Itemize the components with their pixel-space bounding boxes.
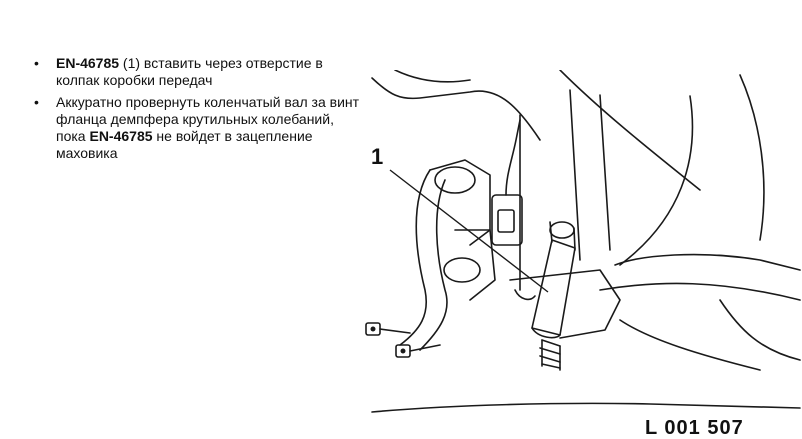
- frame-line-far: [600, 95, 610, 250]
- step-text-before: Аккуратно провернуть коленчатый вал за винт фланца демпфера крутильных колебаний, пока: [56, 94, 360, 144]
- clamp-ring-top: [435, 167, 475, 193]
- figure-code: L 001 507: [645, 417, 744, 439]
- flywheel-edge-lower: [600, 283, 800, 300]
- flywheel-edge: [615, 255, 800, 270]
- instruction-list: [30, 55, 360, 167]
- step-text: (1) вставить через отверстие в колпак коробки передач: [56, 55, 323, 88]
- tool-top-cap: [550, 222, 574, 238]
- baseline: [372, 403, 800, 412]
- instruction-step-2: [30, 94, 360, 162]
- tool-spring: [540, 340, 560, 368]
- technical-illustration: [355, 70, 802, 431]
- instruction-step-1: [30, 55, 360, 89]
- lower-sweep: [620, 320, 760, 370]
- left-bracket-inner: [420, 180, 447, 350]
- tool-body: [532, 240, 575, 335]
- connector-block: [492, 195, 522, 245]
- step-text-after: не войдет в зацепление маховика: [56, 128, 313, 161]
- housing-top-contour: [372, 78, 540, 140]
- right-rib: [720, 300, 800, 360]
- clamp-ring-mid: [444, 258, 480, 282]
- bell-housing-arc: [560, 70, 700, 190]
- housing-upper-edge: [395, 70, 470, 82]
- bolt-dot-1: [371, 327, 376, 332]
- bolt-dot-2: [401, 349, 406, 354]
- bell-housing-outer: [620, 96, 692, 265]
- callout-label: 1: [371, 144, 384, 169]
- left-bracket: [400, 170, 430, 345]
- callout-leader-line: [390, 170, 548, 292]
- connector-hose: [506, 120, 520, 195]
- tool-code: EN-46785: [56, 55, 120, 71]
- housing-right-curve: [740, 75, 764, 240]
- base-plate-hole: [515, 290, 535, 299]
- tool-code: EN-46785: [89, 128, 153, 144]
- connector-latch: [498, 210, 514, 232]
